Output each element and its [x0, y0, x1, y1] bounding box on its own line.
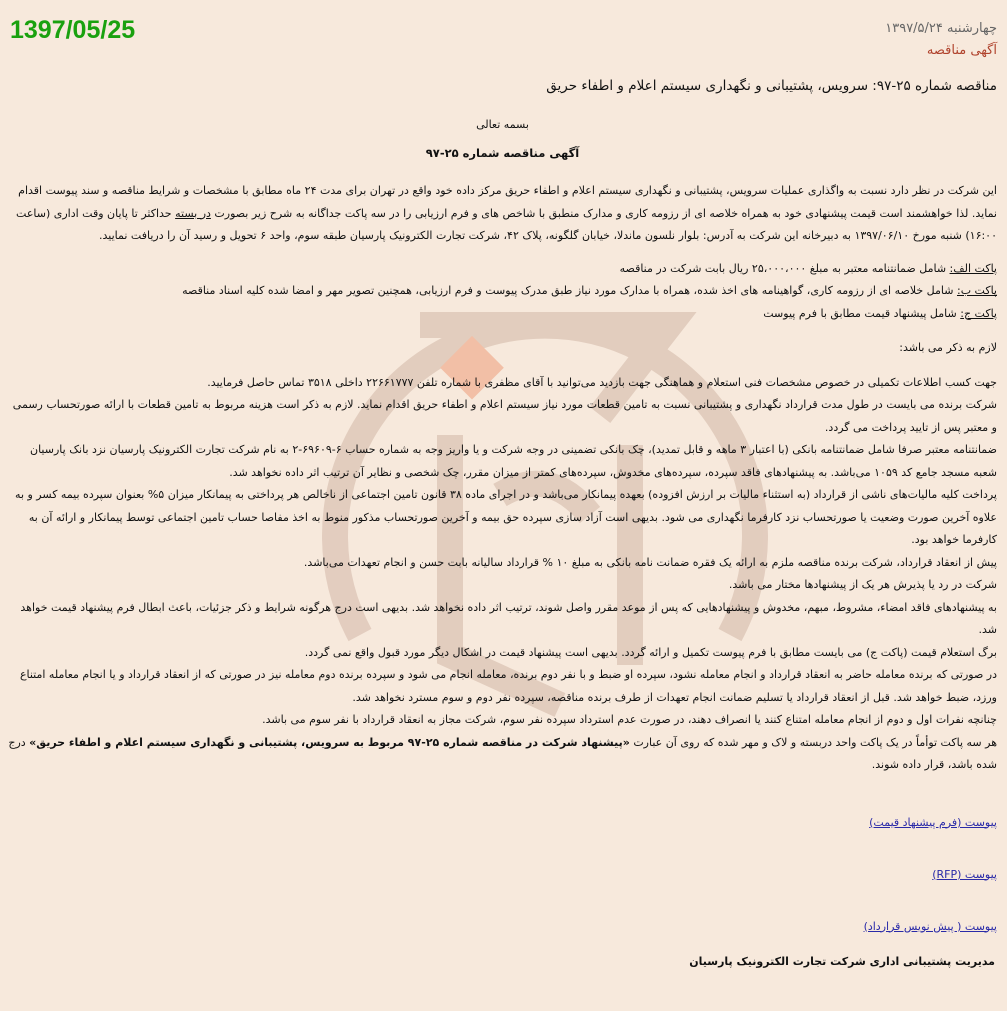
- footer-signature: مدیریت پشتیبانی اداری شرکت تجارت الکترونیک پارسیان: [689, 954, 995, 968]
- note-item: پرداخت کلیه مالیات‌های ناشی از قرارداد (به استثناء مالیات بر ارزش افزوده) بعهده پیمانکار می‌باشد و در اجرای ماده ۳۸ قانون تامین اجتماعی از ناخالص هر پرداختی به پیمانکار میزان ۵% بعنوان سپرده بیمه کسر و به علاوه آخرین صورت وضعیت یا صورتحساب نزد کارفرما نگهداری می شود. بدیهی است آزاد سازی سپرده حق بیمه و آخرین صورتحساب مذکور منوط به اخذ مفاصا حساب تامین اجتماعی توسط پیمانکار و ارائه آن به کارفرما خواهد بود.: [15, 488, 997, 546]
- packet-a-label: پاکت الف:: [949, 261, 997, 275]
- final-instruction: [8, 732, 997, 777]
- packet-b: [8, 280, 997, 303]
- packet-b-label: پاکت ب:: [956, 284, 997, 297]
- note-item: برگ استعلام قیمت (پاکت ج) می بایست مطابق با فرم پیوست تکمیل و ارائه گردد. بدیهی است پیشنهاد قیمت در اشکال دیگر مورد قبول واقع نمی گردد.: [304, 645, 997, 659]
- intro-underlined: در بسته: [175, 206, 211, 220]
- note-item: شرکت در رد یا پذیرش هر یک از پیشنهادها مختار می باشد.: [728, 578, 997, 591]
- packet-c-label: پاکت ج:: [960, 306, 997, 320]
- note-item: به پیشنهادهای فاقد امضاء، مشروط، مبهم، مخدوش و پیشنهادهایی که پس از موعد مقرر واصل شوند، ترتیب اثر داده نخواهد شد. بدیهی است درج هرگونه شرایط و ذکر جزئیات، باعث ابطال فرم پیشنهاد قیمت خواهد شد.: [20, 600, 997, 636]
- publish-date: چهارشنبه ۱۳۹۷/۵/۲۴: [885, 21, 997, 36]
- page-title: مناقصه شماره ۲۵-۹۷: سرویس، پشتیبانی و نگهداری سیستم اعلام و اطفاء حریق: [546, 78, 997, 94]
- final-text-2: درج شده باشد، قرار داده شوند.: [8, 735, 997, 771]
- stamp-date: 1397/05/25: [10, 16, 136, 44]
- attachment-contract-draft-link[interactable]: پیوست ( پیش نویس قرارداد): [863, 919, 997, 933]
- attachments: [8, 815, 997, 935]
- announcement-title: آگهی مناقصه شماره ۲۵-۹۷: [425, 146, 580, 160]
- packet-a-text: شامل ضمانتنامه معتبر به مبلغ ۲۵،۰۰۰،۰۰۰ ریال بابت شرکت در مناقصه: [619, 261, 950, 275]
- attachment-price-form-link[interactable]: پیوست (فرم پیشنهاد قیمت): [869, 815, 997, 829]
- note-item: در صورتی که برنده معامله حاضر به انعقاد قرارداد و انجام معامله نشود، سپرده او ضبط و با نفر دوم برنده، معامله انجام می شود و سپرده برنده دوم معامله نیز در صورتی که از انعقاد قرارداد و یا انجام معامله امتناع ورزد، ضبط خواهد شد. قبل از انعقاد قرارداد یا تسلیم ضمانت انجام تعهدات از طرف برنده مناقصه، سپرده نفر دوم و سوم مسترد نخواهد شد.: [19, 668, 997, 704]
- note-item: ضمانتنامه معتبر صرفا شامل ضمانتنامه بانکی (با اعتبار ۳ ماهه و قابل تمدید)، چک بانکی تضمینی در وجه شرکت و یا واریز وجه به شماره حساب ۶-۶۹۶۰۹-۲ به نام شرکت تجارت الکترونیک پارسیان نزد بانک پارسیان شعبه مسجد جامع کد ۱۰۵۹ می‌باشد. به پیشنهادهای فاقد سپرده، سپرده‌های مخدوش، سپرده‌های کمتر از میزان مقرر، چک شخصی و نظایر آن ترتیب اثر داده نخواهد شد.: [30, 443, 997, 479]
- note-item: چنانچه نفرات اول و دوم از انجام معامله امتناع کنند یا انصراف دهند، در صورت عدم استرداد سپرده نفر سوم، شرکت مجاز به انعقاد قرارداد با نفر سوم می باشد.: [262, 713, 997, 726]
- packet-a: [8, 258, 997, 281]
- announcement: [8, 20, 997, 968]
- intro-text-2: حداکثر تا پایان وقت اداری (ساعت ۱۶:۰۰) شنبه مورخ ۱۳۹۷/۰۶/۱۰ به دبیرخانه این شرکت به آدرس: بلوار نلسون ماندلا، خیابان گلگونه، پلاک ۴۲، شرکت تجارت الکترونیک پارسیان طبقه سوم، واحد ۶ تحویل و رسید آن را دریافت نمایید.: [16, 206, 997, 242]
- packet-c: [8, 303, 997, 326]
- attachment-rfp-link[interactable]: پیوست (RFP): [932, 867, 997, 881]
- bismillah: بسمه تعالی: [476, 118, 529, 131]
- packet-b-text: شامل خلاصه ای از رزومه کاری، گواهینامه های اخذ شده، همراه با مدارک مورد نیاز طبق مدرک پیوست و فرم ارزیابی، همچنین تصویر مهر و امضا شده کلیه اسناد مناقصه: [182, 284, 957, 297]
- final-bold-text: «پیشنهاد شرکت در مناقصه شماره ۲۵-۹۷ مربوط به سرویس، پشتیبانی و نگهداری سیستم اعلام و اطفاء حریق»: [29, 735, 630, 749]
- final-text-1: هر سه پاکت توأماً در یک پاکت واحد دربسته و لاک و مهر شده که روی آن عبارت: [629, 735, 997, 749]
- intro-text-1: این شرکت در نظر دارد نسبت به واگذاری عملیات سرویس، پشتیبانی و نگهداری سیستم اعلام و اطفاء حریق مرکز داده خود واقع در تهران برای مدت ۲۴ ماه مطابق با مشخصات و شرایط مناقصه و سند پیوست اقدام نماید. لذا خواهشمند است قیمت پیشنهادی خود به همراه خلاصه ای از رزومه کاری و مدارک منطبق با شاخص های و فرم ارزیابی را در سه پاکت جداگانه به شرح زیر بصورت: [18, 184, 997, 220]
- packet-c-text: شامل پیشنهاد قیمت مطابق با فرم پیوست: [763, 306, 961, 320]
- intro-paragraph: [8, 180, 997, 248]
- note-item: جهت کسب اطلاعات تکمیلی در خصوص مشخصات فنی استعلام و هماهنگی جهت بازدید می‌توانید با آقای مظفری با شماره تلفن ۲۲۶۶۱۷۷۷ داخلی ۳۵۱۸ تماس حاصل فرمایید.: [207, 375, 997, 389]
- notes-heading: لازم به ذکر می باشد:: [899, 341, 997, 354]
- note-item: پیش از انعقاد قرارداد، شرکت برنده مناقصه ملزم به ارائه یک فقره ضمانت نامه بانکی به مبلغ ۱۰ % قرارداد سالیانه بابت حسن و انجام تعهدات می‌باشد.: [303, 555, 997, 569]
- note-item: شرکت برنده می بایست در طول مدت قرارداد نگهداری و پشتیبانی نسبت به تامین قطعات مورد نیاز سیستم اعلام و اطفاء حریق اقدام نماید. لازم به ذکر است هزینه مربوط به تامین قطعات با ارائه صورتحساب رسمی و معتبر پس از تایید پرداخت می گردد.: [12, 398, 997, 434]
- section-title: آگهی مناقصه: [926, 43, 997, 58]
